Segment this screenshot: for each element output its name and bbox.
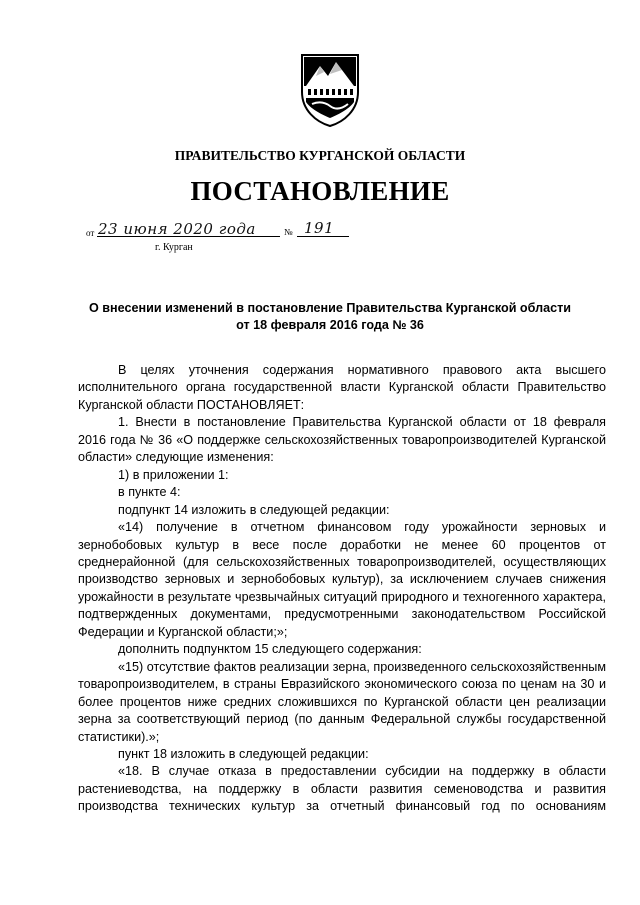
government-name: ПРАВИТЕЛЬСТВО КУРГАНСКОЙ ОБЛАСТИ [174, 148, 466, 163]
kurgan-coat-of-arms-emblem [298, 52, 362, 128]
number-underline [297, 236, 349, 237]
handwritten-date: 23 июня 2020 года [98, 220, 256, 238]
document-subject [60, 300, 600, 334]
subject-line-2: от 18 февраля 2016 года № 36 [236, 318, 424, 332]
date-from-label: от [86, 228, 95, 238]
document-body [78, 362, 606, 816]
handwritten-number: 191 [304, 219, 335, 237]
body-paragraph: дополнить подпунктом 15 следующего содержания: [118, 642, 422, 657]
body-paragraph: пункт 18 изложить в следующей редакции: [118, 746, 369, 761]
body-paragraph: в пункте 4: [118, 485, 181, 500]
body-paragraph: «14) получение в отчетном финансовом году урожайности зерновых и зернобобовых культур в весе после доработки не менее 60 процентов от среднерайонной (для сельскохозяйственных товаропроизводителей, осуществляющих производство зерновых и зернобобовых культур), за исключением случаев снижения урожайности в результате чрезвычайных ситуаций природного и техногенного характера, подтвержденных документами, предусмотренными законодательством Российской Федерации и Курганской области;»; [78, 520, 606, 639]
body-paragraph: 1. Внести в постановление Правительства Курганской области от 18 февраля 2016 года № 36 «О поддержке сельскохозяйственных товаропроизводителей Курганской области» следующие изменения: [78, 415, 606, 465]
subject-line-1: О внесении изменений в постановление Правительства Курганской области [88, 301, 572, 315]
body-paragraph: «15) отсутствие фактов реализации зерна, произведенного сельскохозяйственным товаропроизводителем, в страны Евразийского экономического союза по ценам на 30 и более процентов ниже средних сложившихся по Курганской области цен реализации зерна за соответствующий период (по данным Федеральной службы государственной статистики).»; [78, 659, 606, 744]
body-paragraph: подпункт 14 изложить в следующей редакции: [118, 502, 390, 517]
body-paragraph: «18. В случае отказа в предоставлении субсидии на поддержку в области растениеводства, на поддержку в области развития семеноводства и развития производства технических культур за отчетный финансовый год по основаниям [78, 764, 606, 814]
number-label: № [284, 227, 293, 237]
body-paragraph: В целях уточнения содержания нормативного правового акта высшего исполнительного органа государственной власти Курганской области Правительство Курганской области ПОСТАНОВЛЯЕТ: [78, 363, 606, 412]
body-paragraph: 1) в приложении 1: [118, 467, 229, 482]
document-type-title: ПОСТАНОВЛЕНИЕ [190, 176, 450, 206]
city-label: г. Курган [155, 242, 193, 253]
date-underline [97, 236, 280, 237]
date-number-line [86, 219, 366, 252]
